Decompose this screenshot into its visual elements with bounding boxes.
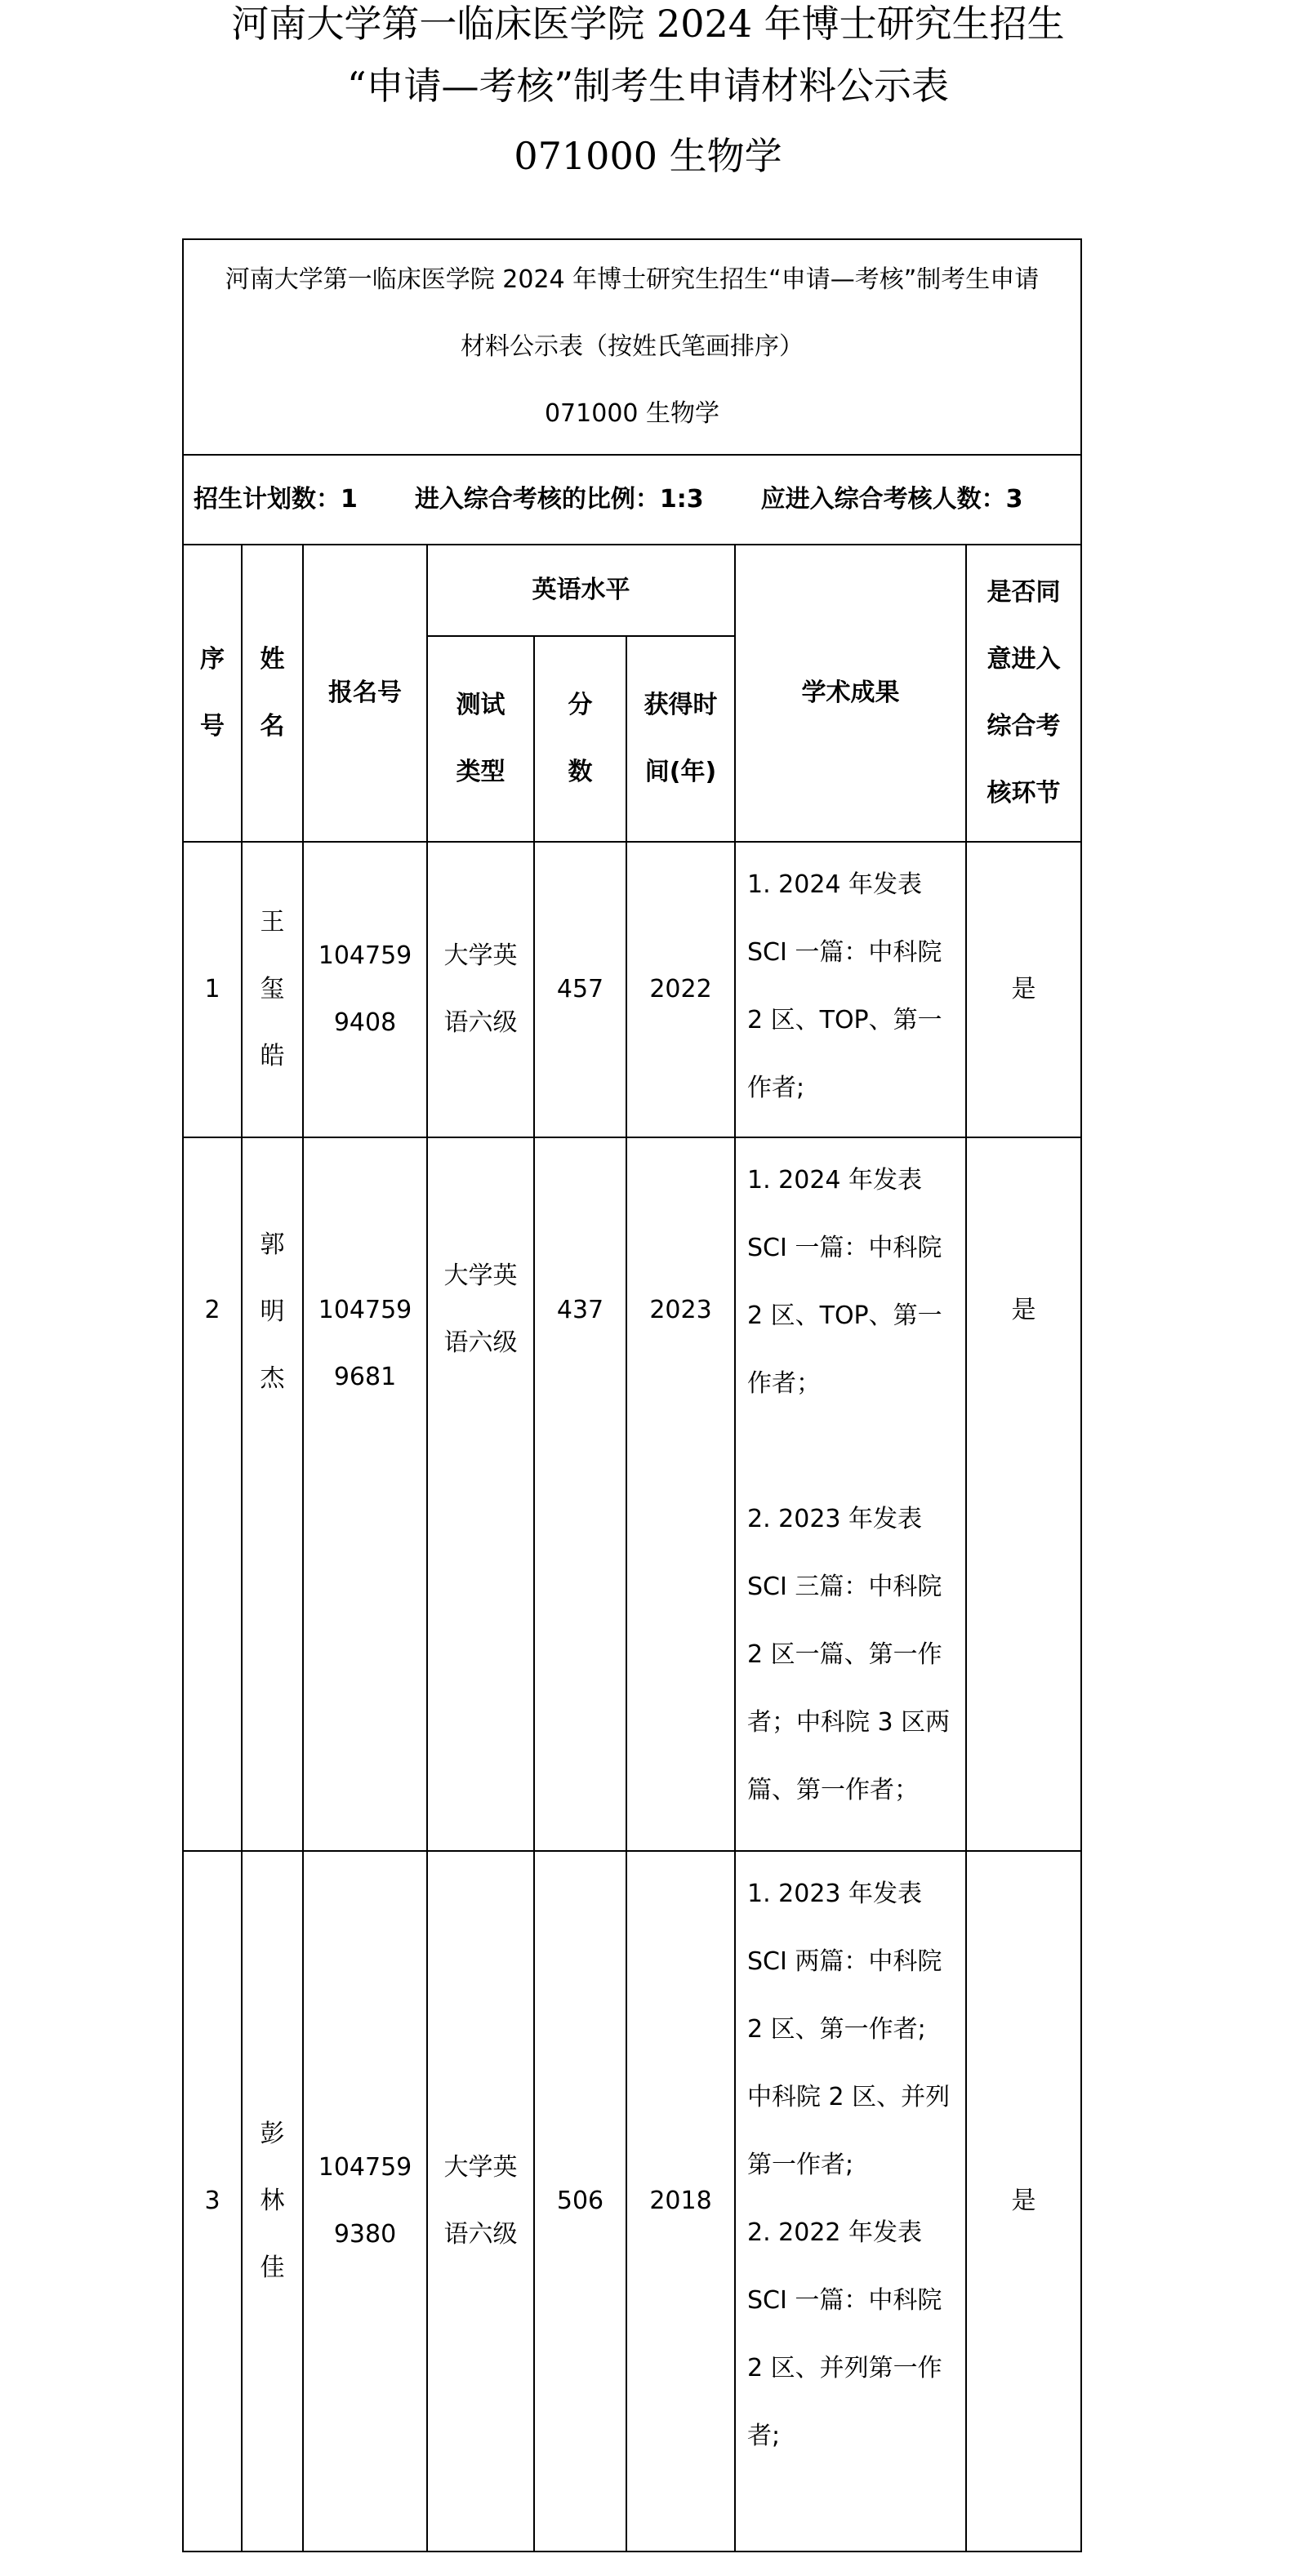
cell-year: 2022 <box>626 842 735 1137</box>
enrollment-plan: 招生计划数：1 <box>194 485 358 514</box>
quota-row <box>183 455 1081 545</box>
col-header-agree: 是否同 意进入 综合考 核环节 <box>966 545 1081 842</box>
cell-achievements: 1. 2023 年发表 SCI 两篇：中科院 2 区、第一作者; 中科院 2 区、并列 第一作者; 2. 2022 年发表 SCI 一篇：中科院 2 区、并列第一作 者; <box>735 1851 966 2552</box>
applicant-table <box>182 238 1082 2552</box>
cell-agree: 是 <box>966 842 1081 1137</box>
col-header-achievements: 学术成果 <box>735 545 966 842</box>
cell-name: 郭 明 杰 <box>242 1137 303 1851</box>
cell-test-type: 大学英 语六级 <box>427 1851 534 2552</box>
assessment-count: 应进入综合考核人数：3 <box>760 485 1023 514</box>
document-title-line-1: 河南大学第一临床医学院 2024 年博士研究生招生 <box>231 2 1065 46</box>
col-header-test-type: 测试 类型 <box>427 636 534 842</box>
cell-seq: 3 <box>183 1851 242 2552</box>
header-row-1 <box>183 545 1081 636</box>
table-caption <box>183 239 1081 455</box>
cell-agree: 是 <box>966 1851 1081 2552</box>
cell-year: 2018 <box>626 1851 735 2552</box>
quota-cell <box>183 455 1081 545</box>
table-row <box>183 1851 1081 2552</box>
col-header-score: 分 数 <box>534 636 626 842</box>
cell-achievements: 1. 2024 年发表 SCI 一篇：中科院 2 区、TOP、第一 作者; <box>735 842 966 1137</box>
caption-line-1: 河南大学第一临床医学院 2024 年博士研究生招生“申请—考核”制考生申请 <box>225 265 1040 294</box>
cell-score: 437 <box>534 1137 626 1851</box>
cell-name: 王 玺 皓 <box>242 842 303 1137</box>
col-header-year: 获得时 间(年) <box>626 636 735 842</box>
table-row <box>183 1137 1081 1851</box>
table-caption-row <box>183 239 1081 455</box>
document-title-line-3: 071000 生物学 <box>514 134 782 178</box>
col-header-seq: 序 号 <box>183 545 242 842</box>
cell-agree: 是 <box>966 1137 1081 1851</box>
document-title-line-2: “申请—考核”制考生申请材料公示表 <box>346 64 950 108</box>
cell-reg-no: 104759 9408 <box>303 842 427 1137</box>
col-header-name: 姓 名 <box>242 545 303 842</box>
cell-achievements: 1. 2024 年发表 SCI 一篇：中科院 2 区、TOP、第一 作者； 2. 2023 年发表 SCI 三篇：中科院 2 区一篇、第一作 者；中科院 3 区两 篇、第一作者； <box>735 1137 966 1851</box>
table-row <box>183 842 1081 1137</box>
cell-name: 彭 林 佳 <box>242 1851 303 2552</box>
cell-reg-no: 104759 9681 <box>303 1137 427 1851</box>
cell-test-type: 大学英 语六级 <box>427 842 534 1137</box>
col-header-reg-no: 报名号 <box>303 545 427 842</box>
cell-reg-no: 104759 9380 <box>303 1851 427 2552</box>
caption-line-2: 材料公示表（按姓氏笔画排序） <box>461 332 804 361</box>
cell-seq: 1 <box>183 842 242 1137</box>
cell-test-type: 大学英 语六级 <box>427 1137 534 1851</box>
cell-score: 506 <box>534 1851 626 2552</box>
caption-line-3: 071000 生物学 <box>544 399 720 428</box>
cell-year: 2023 <box>626 1137 735 1851</box>
assessment-ratio: 进入综合考核的比例：1:3 <box>414 485 704 514</box>
col-header-english: 英语水平 <box>427 545 735 636</box>
cell-score: 457 <box>534 842 626 1137</box>
cell-seq: 2 <box>183 1137 242 1851</box>
